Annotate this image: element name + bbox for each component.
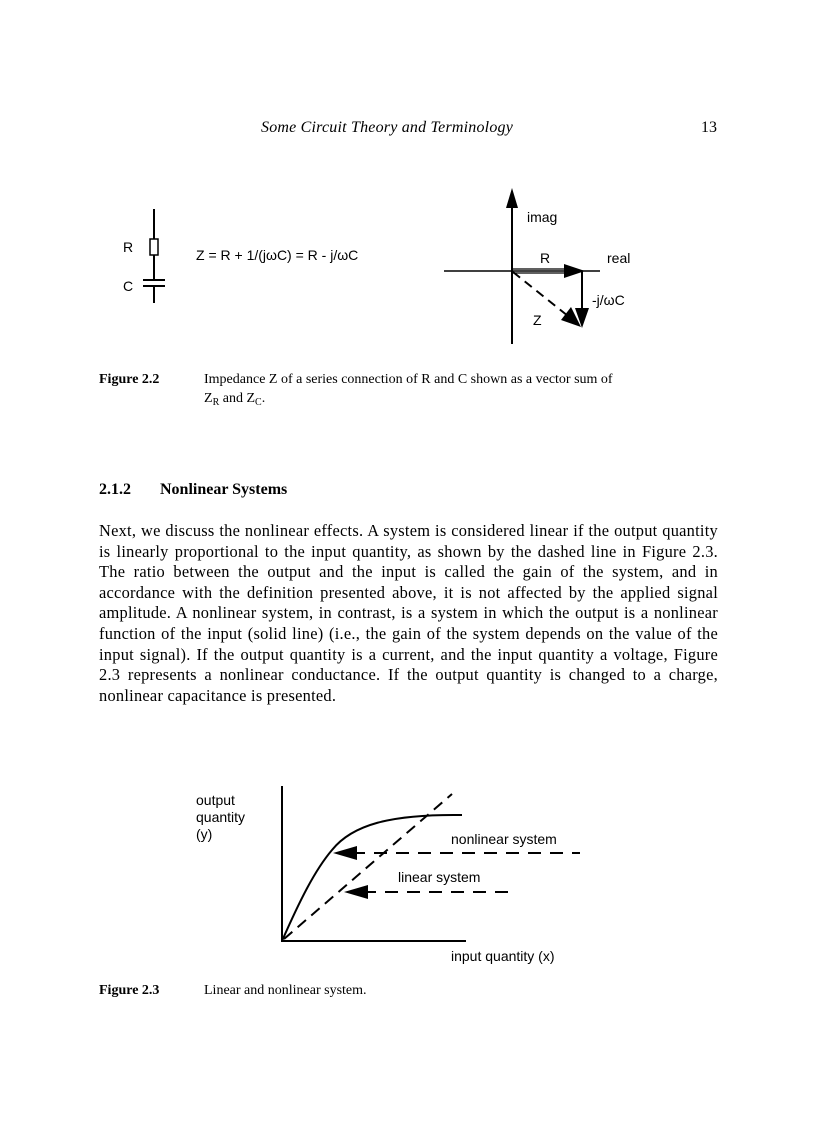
figure-2-2-caption-text: Impedance Z of a series connection of R and C shown as a vector sum of — [204, 372, 613, 387]
y-axis-label-line3: (y) — [196, 826, 213, 842]
caption-and: and — [222, 391, 243, 406]
caption-period: . — [261, 391, 266, 406]
figure-2-2-caption-label: Figure 2.2 — [99, 372, 160, 387]
r-vector-label: R — [540, 250, 551, 266]
y-axis-label-line2: quantity — [196, 809, 246, 825]
linear-legend-arrowhead — [344, 885, 368, 899]
figure-2-3-caption-label: Figure 2.3 — [99, 983, 160, 998]
z-symbol: Z — [204, 391, 213, 406]
z-symbol-c: Z — [246, 391, 256, 406]
section-heading — [99, 481, 287, 499]
plot-axes — [282, 786, 466, 942]
resistor-symbol — [150, 239, 158, 255]
figure-2-2 — [0, 180, 816, 355]
nonlinear-system-label: nonlinear system — [451, 831, 557, 847]
figure-2-3-caption-text: Linear and nonlinear system. — [204, 983, 367, 998]
section-number: 2.1.2 — [99, 481, 131, 498]
imag-axis-arrowhead — [506, 188, 518, 208]
running-head-title: Some Circuit Theory and Terminology — [261, 119, 514, 136]
capacitor-label: C — [123, 278, 134, 294]
section-title: Nonlinear Systems — [160, 481, 288, 498]
z-vector — [513, 272, 568, 316]
imag-axis-label: imag — [527, 209, 558, 225]
linear-system-label: linear system — [398, 869, 481, 885]
subscript-r: R — [212, 397, 220, 408]
nonlinear-legend-arrowhead — [333, 846, 357, 860]
real-axis-label: real — [607, 250, 631, 266]
linear-line — [284, 794, 452, 939]
resistor-label: R — [123, 239, 134, 255]
z-vector-label: Z — [533, 312, 542, 328]
body-paragraph: Next, we discuss the nonlinear effects. A system is considered linear if the output quantity is linearly proportional to the input quantity, as shown by the dashed line in Figure 2.3. The ratio between the output and the input is called the gain of the system, and in accordance with the definition presented above, it is not affected by the applied signal amplitude. A nonlinear system, in contrast, is a system in which the output is a nonlinear function of the input (solid line) (i.e., the gain of the system depends on the value of the input signal). If the output quantity is a current, and the input quantity a voltage, Figure 2.3 represents a nonlinear conductance. If the output quantity is changed to a charge, nonlinear capacitance is presented. — [99, 521, 718, 705]
series-rc-circuit — [143, 209, 165, 303]
running-head — [0, 119, 816, 139]
impedance-equation: Z = R + 1/(jωC) = R - j/ωC — [196, 247, 359, 263]
subscript-c: C — [255, 397, 262, 408]
c-vector-label: -j/ωC — [592, 292, 625, 308]
page-number: 13 — [701, 119, 717, 136]
x-axis-label: input quantity (x) — [451, 948, 555, 964]
y-axis-label-line1: output — [196, 792, 235, 808]
figure-2-3 — [0, 780, 816, 970]
vector-diagram — [444, 188, 600, 344]
